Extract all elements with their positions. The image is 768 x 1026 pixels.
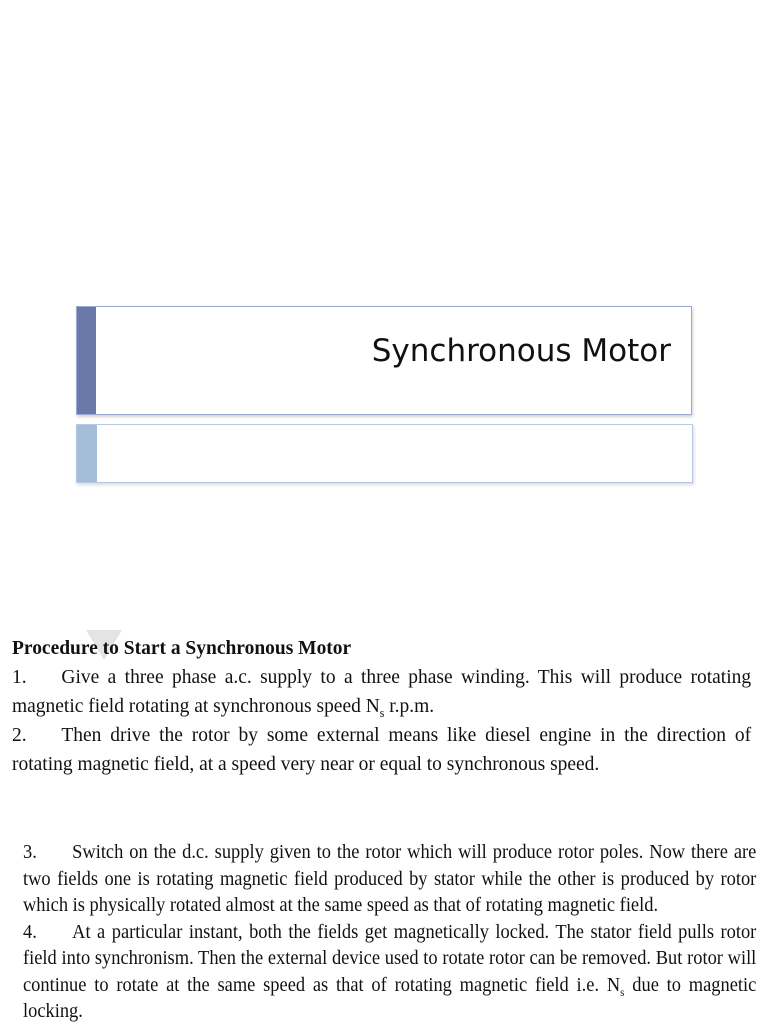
slide-title: Synchronous Motor bbox=[371, 333, 671, 369]
step-4-text: At a particular instant, both the fields get magnetically locked. The stator field pulls rotor field into synchronism. Then the external device used to rotate rotor can be removed. But rotor will continue to rotate at the same speed as that of rotating magnetic field i.e. N bbox=[23, 921, 757, 996]
step-3-number: 3. bbox=[23, 842, 37, 863]
step-4-subscript: s bbox=[620, 985, 625, 999]
step-1-subscript: s bbox=[379, 706, 385, 721]
procedure-scan-top bbox=[12, 634, 751, 779]
step-3-text: Switch on the d.c. supply given to the rotor which will produce rotor poles. Now there are two fields one is rotating magnetic field produced by stator while the other is produced by rotor which is physically rotated almost at the same speed as that of rotating magnetic field. bbox=[23, 842, 757, 916]
title-accent-bar bbox=[77, 307, 96, 414]
step-3 bbox=[23, 840, 756, 920]
step-1 bbox=[12, 663, 751, 721]
subtitle-box bbox=[76, 424, 693, 483]
procedure-heading: Procedure to Start a Synchronous Motor bbox=[12, 637, 352, 659]
subtitle-accent-bar bbox=[77, 425, 97, 482]
step-1-number: 1. bbox=[12, 666, 27, 688]
procedure-scan-bottom bbox=[23, 840, 756, 1026]
step-1-text-end: r.p.m. bbox=[384, 695, 435, 717]
title-box bbox=[76, 306, 692, 415]
step-4-number: 4. bbox=[23, 921, 37, 943]
step-2-text: Then drive the rotor by some external means like diesel engine in the direction of rotating magnetic field, at a speed very near or equal to synchronous speed. bbox=[12, 724, 752, 775]
step-1-text: Give a three phase a.c. supply to a three phase winding. This will produce rotating magnetic field rotating at synchronous speed N bbox=[12, 666, 752, 717]
step-4-text-end: due to magnetic locking. bbox=[23, 974, 757, 1022]
step-2-number: 2. bbox=[12, 724, 27, 746]
step-4 bbox=[23, 920, 756, 1026]
step-2 bbox=[12, 721, 751, 779]
